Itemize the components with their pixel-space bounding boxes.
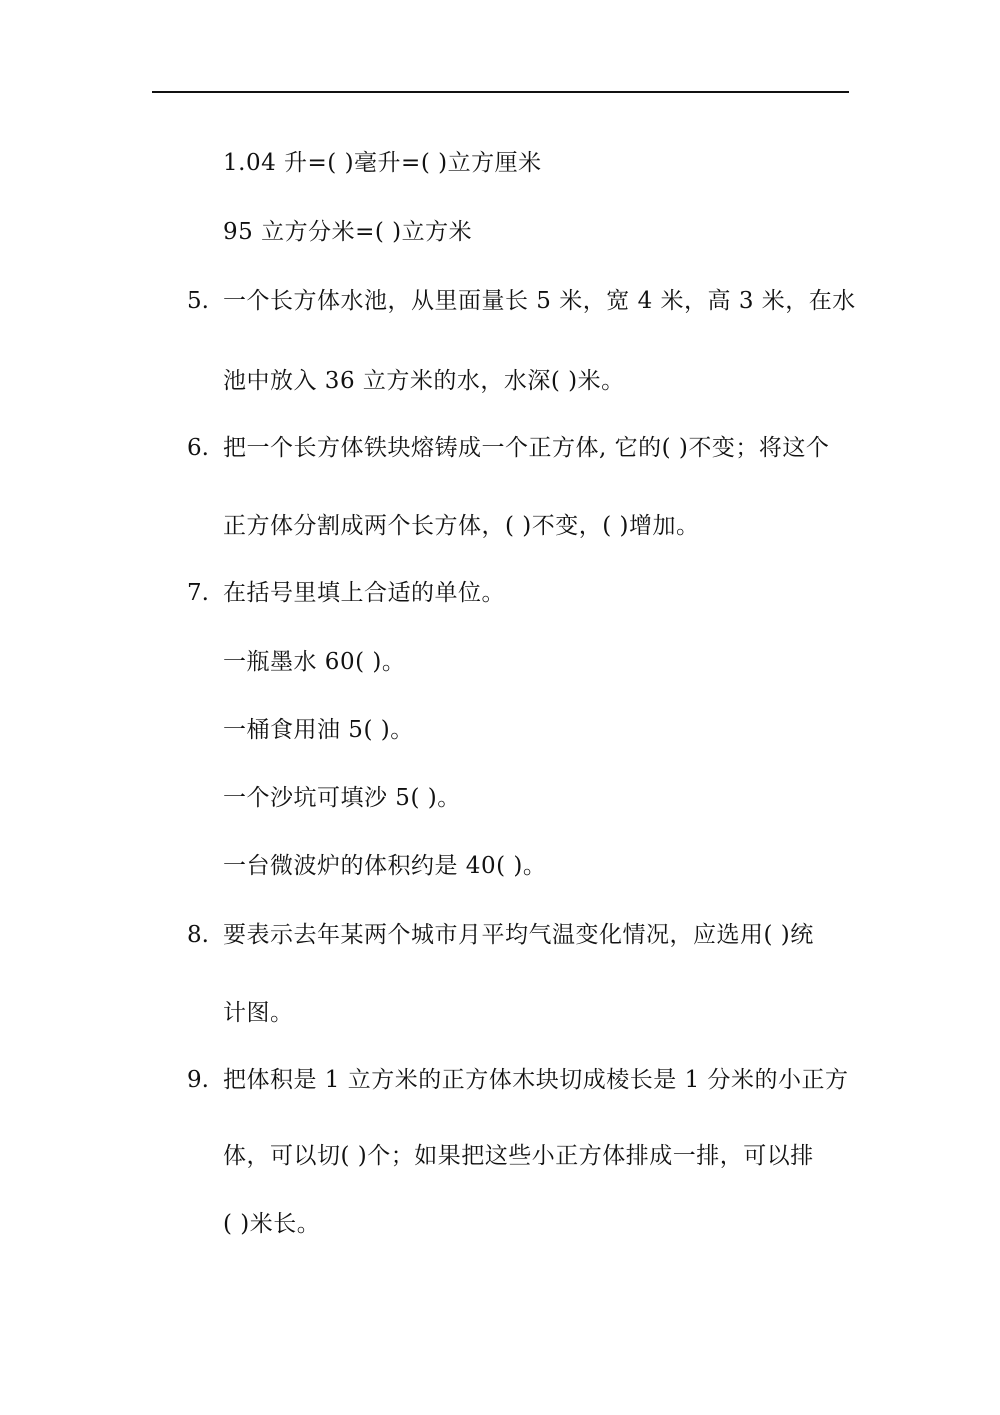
- question-5-line-1: 一个长方体水池，从里面量长 5 米，宽 4 米，高 3 米，在水: [223, 288, 856, 314]
- question-8-line-1: 要表示去年某两个城市月平均气温变化情况，应选用( )统: [223, 922, 814, 948]
- question-7-item-2: 一桶食用油 5( )。: [223, 717, 414, 743]
- question-9-line-1: 把体积是 1 立方米的正方体木块切成棱长是 1 分米的小正方: [223, 1067, 849, 1093]
- question-number-8: 8.: [187, 922, 209, 948]
- question-number-9: 9.: [187, 1067, 209, 1093]
- conversion-line-2: 95 立方分米=( )立方米: [223, 219, 473, 245]
- question-7-item-1: 一瓶墨水 60( )。: [223, 649, 406, 675]
- question-7-prompt: 在括号里填上合适的单位。: [223, 580, 505, 606]
- question-6-line-2: 正方体分割成两个长方体，( )不变，( )增加。: [223, 513, 700, 539]
- conversion-line-1: 1.04 升=( )毫升=( )立方厘米: [223, 150, 542, 176]
- question-number-6: 6.: [187, 435, 209, 461]
- question-7-item-3: 一个沙坑可填沙 5( )。: [223, 785, 461, 811]
- question-7-item-4: 一台微波炉的体积约是 40( )。: [223, 853, 547, 879]
- question-9-line-2: 体，可以切( )个；如果把这些小正方体排成一排，可以排: [223, 1143, 814, 1169]
- question-8-line-2: 计图。: [223, 1000, 294, 1026]
- question-6-line-1: 把一个长方体铁块熔铸成一个正方体, 它的( )不变；将这个: [223, 435, 830, 461]
- question-9-line-3: ( )米长。: [223, 1211, 321, 1237]
- question-number-7: 7.: [187, 580, 209, 606]
- question-number-5: 5.: [187, 288, 209, 314]
- header-rule: [152, 91, 849, 93]
- question-5-line-2: 池中放入 36 立方米的水，水深( )米。: [223, 368, 625, 394]
